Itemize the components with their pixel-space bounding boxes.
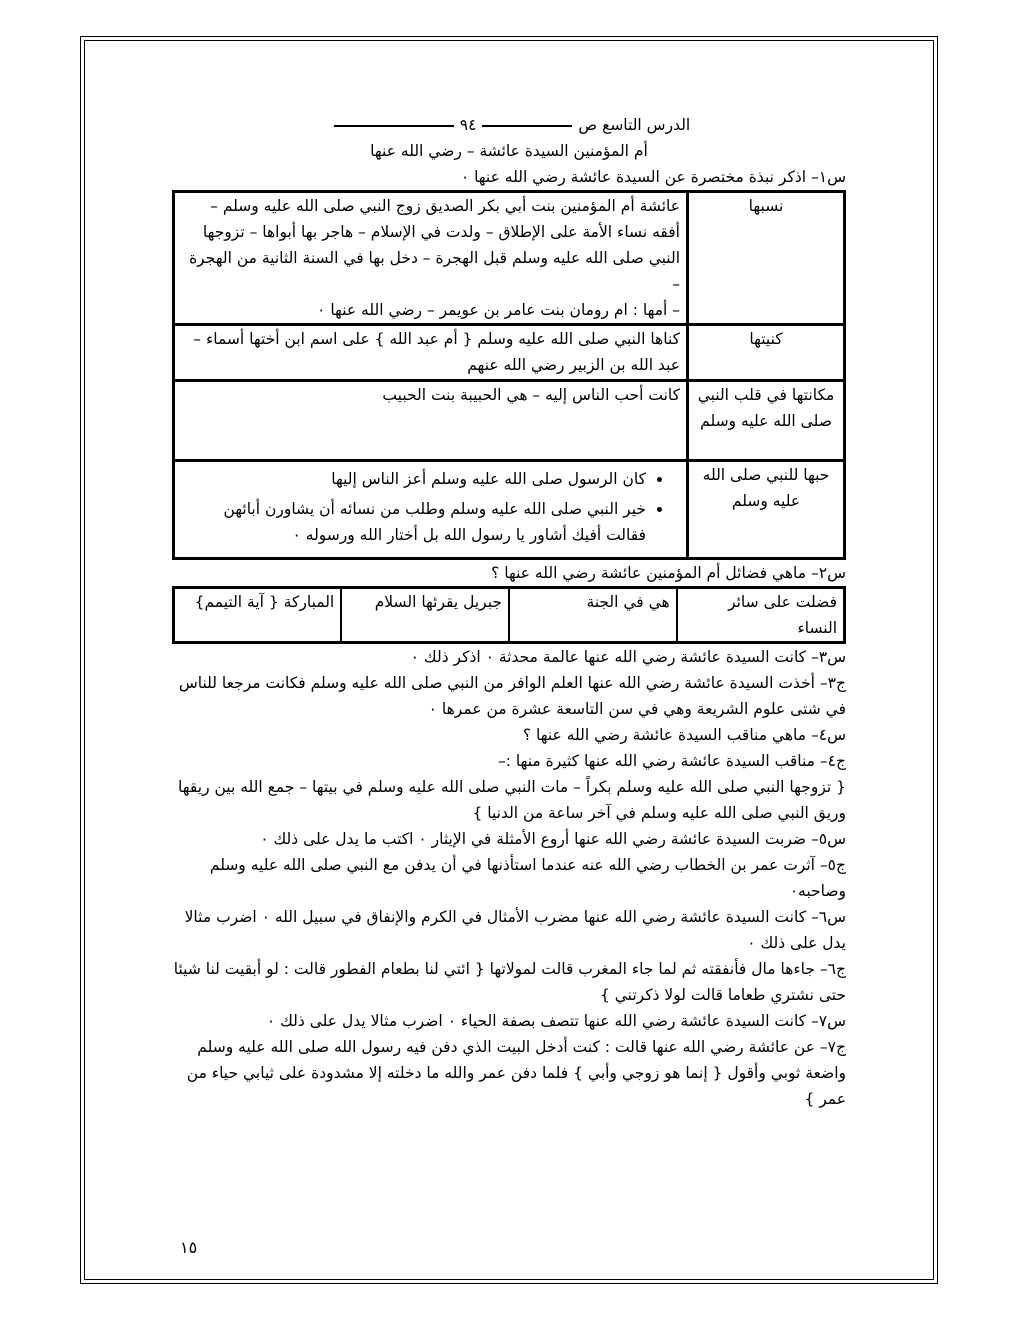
row-key: كنيتها (688, 325, 845, 381)
virtue-cell: هي في الجنة (509, 588, 677, 643)
row-value (174, 192, 688, 325)
qa-item: س٤– ماهي مناقب السيدة عائشة رضي الله عنها ؟ (522, 726, 846, 744)
row-key: نسبها (688, 192, 845, 325)
qa-item: ج٧– عن عائشة رضي الله عنها قالت : كنت أدخل البيت الذي دفن فيه رسول الله صلى الله عليه وسلم واضعة ثوبي وأقول { إنما هو زوجي وأبي } فلما دفن عمر والله ما دخلته إلا مشدودة على ثيابي حياء من عمر } (186, 1038, 846, 1108)
row-key: حبها للنبي صلى الله عليه وسلم (688, 461, 845, 559)
row-key: مكانتها في قلب النبي صلى الله عليه وسلم (688, 381, 845, 461)
lesson-content (172, 112, 846, 1112)
table-row (174, 192, 845, 325)
qa-item: س٦– كانت السيدة عائشة رضي الله عنها مضرب الأمثال في الكرم والإنفاق في سبيل الله ٠ اضرب مثالا يدل على ذلك ٠ (184, 908, 846, 952)
table-row (174, 381, 845, 461)
question-1: س١– اذكر نبذة مختصرة عن السيدة عائشة رضي الله عنها ٠ (460, 168, 846, 186)
qa-item: ج٣– أخذت السيدة عائشة رضي الله عنها العلم الوافر من النبي صلى الله عليه وسلم فكانت مرجعا للناس في شتى علوم الشريعة وهي في سن التاسعة عشرة من عمرها ٠ (178, 674, 846, 718)
question-2: س٢– ماهي فضائل أم المؤمنين عائشة رضي الله عنها ؟ (491, 564, 846, 582)
qa-item: س٣– كانت السيدة عائشة رضي الله عنها عالمة محدثة ٠ اذكر ذلك ٠ (410, 648, 846, 666)
lesson-subtitle: أم المؤمنين السيدة عائشة – رضي الله عنها (370, 142, 648, 160)
list-item: • خير النبي صلى الله عليه وسلم وطلب من نسائه أن يشاورن أبائهن فقالت أفيك أشاور يا رسول الله بل أختار الله ورسوله ٠ (181, 496, 646, 548)
list-item: • كان الرسول صلى الله عليه وسلم أعز الناس إليها (181, 466, 646, 492)
qa-item: ج٤– مناقب السيدة عائشة رضي الله عنها كثيرة منها :– (497, 752, 846, 770)
table-row (174, 588, 845, 643)
title-rule-1 (482, 125, 572, 127)
table-row (174, 325, 845, 381)
page-number: ١٥ (180, 1238, 198, 1257)
title-rule-2 (334, 125, 454, 127)
table-row (174, 461, 845, 559)
virtue-cell: المباركة { آية التيمم} (174, 588, 342, 643)
page-ref: ٩٤ (459, 116, 477, 134)
biography-table (172, 190, 846, 560)
qa-item: س٧– كانت السيدة عائشة رضي الله عنها تتصف بصفة الحياء ٠ اضرب مثالا يدل على ذلك ٠ (266, 1012, 846, 1030)
bullet-list (181, 466, 680, 548)
qa-item: { تزوجها النبي صلى الله عليه وسلم بكراً – مات النبي صلى الله عليه وسلم في بيتها – جمع الله بين ريقها وريق النبي صلى الله عليه وسلم في آخر ساعة من الدنيا } (178, 778, 846, 822)
lesson-label: الدرس التاسع ص (578, 116, 691, 134)
virtue-cell: جبريل يقرئها السلام (341, 588, 509, 643)
virtue-cell: فضلت على سائر النساء (677, 588, 845, 643)
lesson-title (172, 112, 846, 138)
row-text: عائشة أم المؤمنين بنت أبي بكر الصديق زوج النبي صلى الله عليه وسلم – أفقه نساء الأمة على الإطلاق – ولدت في الإسلام – هاجر بها أبواها – تزوجها النبي صلى الله عليه وسلم قبل الهجرة – دخل بها في السنة الثانية من الهجرة – (189, 197, 680, 293)
row-text: – أمها : ام رومان بنت عامر بن عويمر – رضي الله عنها ٠ (317, 301, 680, 319)
row-value: كانت أحب الناس إليه – هي الحبيبة بنت الحبيب (174, 381, 688, 461)
qa-item: ج٥– آثرت عمر بن الخطاب رضي الله عنه عندما استأذنها في أن يدفن مع النبي صلى الله عليه وسلم وصاحبه٠ (209, 856, 846, 900)
row-value (174, 461, 688, 559)
qa-section (172, 644, 846, 1112)
row-value: كناها النبي صلى الله عليه وسلم { أم عبد الله } على اسم ابن أختها أسماء – عبد الله بن الزبير رضي الله عنهم (174, 325, 688, 381)
qa-item: ج٦– جاءها مال فأنفقته ثم لما جاء المغرب قالت لمولاتها { ائتي لنا بطعام الفطور قالت : لو أبقيت لنا شيئا حتى نشتري طعاما قالت لولا ذكرتني } (173, 960, 846, 1004)
qa-item: س٥– ضربت السيدة عائشة رضي الله عنها أروع الأمثلة في الإيثار ٠ اكتب ما يدل على ذلك ٠ (260, 830, 846, 848)
virtues-table (172, 586, 846, 644)
